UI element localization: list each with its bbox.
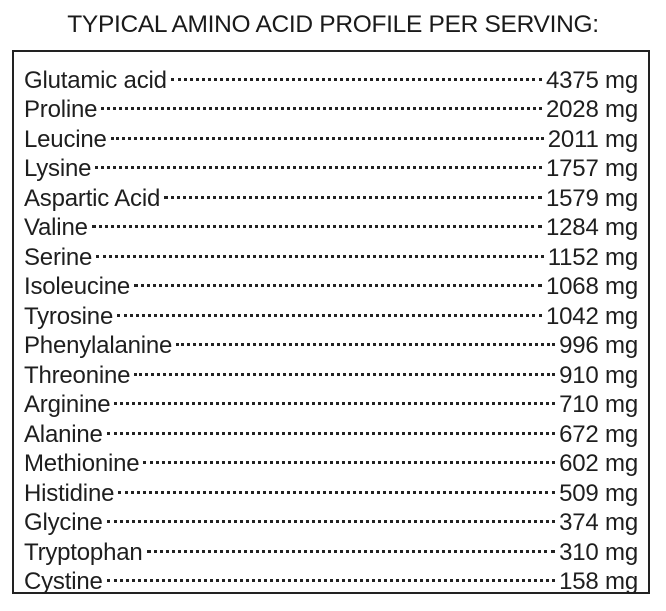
amino-acid-name: Threonine xyxy=(24,361,131,389)
dot-leader xyxy=(143,442,555,472)
amino-acid-name: Cystine xyxy=(24,568,103,595)
amino-acid-amount: 602 mg xyxy=(559,450,638,477)
dot-leader xyxy=(134,265,542,295)
table-row xyxy=(24,560,638,595)
dot-leader xyxy=(164,176,542,206)
amino-acid-amount: 1152 mg xyxy=(547,243,638,271)
dot-leader xyxy=(117,294,542,324)
amino-acid-amount: 672 mg xyxy=(559,420,638,448)
amino-acid-name: Leucine xyxy=(24,125,107,153)
table-row xyxy=(24,501,638,536)
amino-acid-amount: 2011 mg xyxy=(547,125,638,153)
amino-acid-name: Aspartic Acid xyxy=(24,184,161,212)
amino-acid-amount: 374 mg xyxy=(559,509,638,536)
amino-acid-amount: 2028 mg xyxy=(546,96,638,123)
dot-leader xyxy=(95,147,542,177)
amino-acid-amount: 710 mg xyxy=(559,391,638,418)
amino-acid-amount: 1757 mg xyxy=(546,155,638,182)
dot-leader xyxy=(134,353,555,383)
amino-acid-rows xyxy=(24,58,638,595)
dot-leader xyxy=(107,501,556,531)
dot-leader xyxy=(118,471,555,501)
amino-acid-name: Valine xyxy=(24,214,88,241)
amino-acid-name: Lysine xyxy=(24,155,92,182)
dot-leader xyxy=(114,383,555,413)
amino-acid-name: Glutamic acid xyxy=(24,66,167,94)
dot-leader xyxy=(92,206,542,236)
table-row xyxy=(24,265,638,300)
amino-acid-name: Arginine xyxy=(24,391,111,418)
table-row xyxy=(24,324,638,359)
amino-acid-name: Tryptophan xyxy=(24,538,143,566)
amino-acid-name: Alanine xyxy=(24,420,103,448)
table-row xyxy=(24,530,638,566)
table-row xyxy=(24,442,638,477)
amino-acid-name: Histidine xyxy=(24,479,115,507)
amino-acid-name: Glycine xyxy=(24,509,103,536)
amino-acid-name: Proline xyxy=(24,96,98,123)
amino-acid-amount: 1579 mg xyxy=(546,184,638,212)
amino-acid-name: Methionine xyxy=(24,450,140,477)
amino-acid-name: Isoleucine xyxy=(24,273,131,300)
amino-acid-amount: 158 mg xyxy=(559,568,638,595)
dot-leader xyxy=(147,530,556,560)
dot-leader xyxy=(111,117,544,147)
amino-acid-amount: 1042 mg xyxy=(546,302,638,330)
amino-acid-amount: 310 mg xyxy=(559,538,638,566)
amino-acid-table xyxy=(12,50,650,594)
dot-leader xyxy=(96,235,544,265)
dot-leader xyxy=(101,88,542,118)
dot-leader xyxy=(176,324,555,354)
amino-acid-amount: 996 mg xyxy=(559,332,638,359)
amino-acid-name: Phenylalanine xyxy=(24,332,173,359)
table-row xyxy=(24,147,638,182)
table-row xyxy=(24,58,638,94)
table-row xyxy=(24,383,638,418)
dot-leader xyxy=(171,58,542,88)
table-row xyxy=(24,412,638,448)
amino-acid-name: Serine xyxy=(24,243,93,271)
dot-leader xyxy=(107,412,555,442)
amino-acid-amount: 1284 mg xyxy=(546,214,638,241)
amino-acid-amount: 4375 mg xyxy=(546,66,638,94)
dot-leader xyxy=(107,560,556,590)
amino-acid-amount: 910 mg xyxy=(559,361,638,389)
amino-acid-amount: 509 mg xyxy=(559,479,638,507)
amino-acid-amount: 1068 mg xyxy=(546,273,638,300)
page-title: TYPICAL AMINO ACID PROFILE PER SERVING: xyxy=(67,11,599,38)
amino-acid-name: Tyrosine xyxy=(24,302,114,330)
